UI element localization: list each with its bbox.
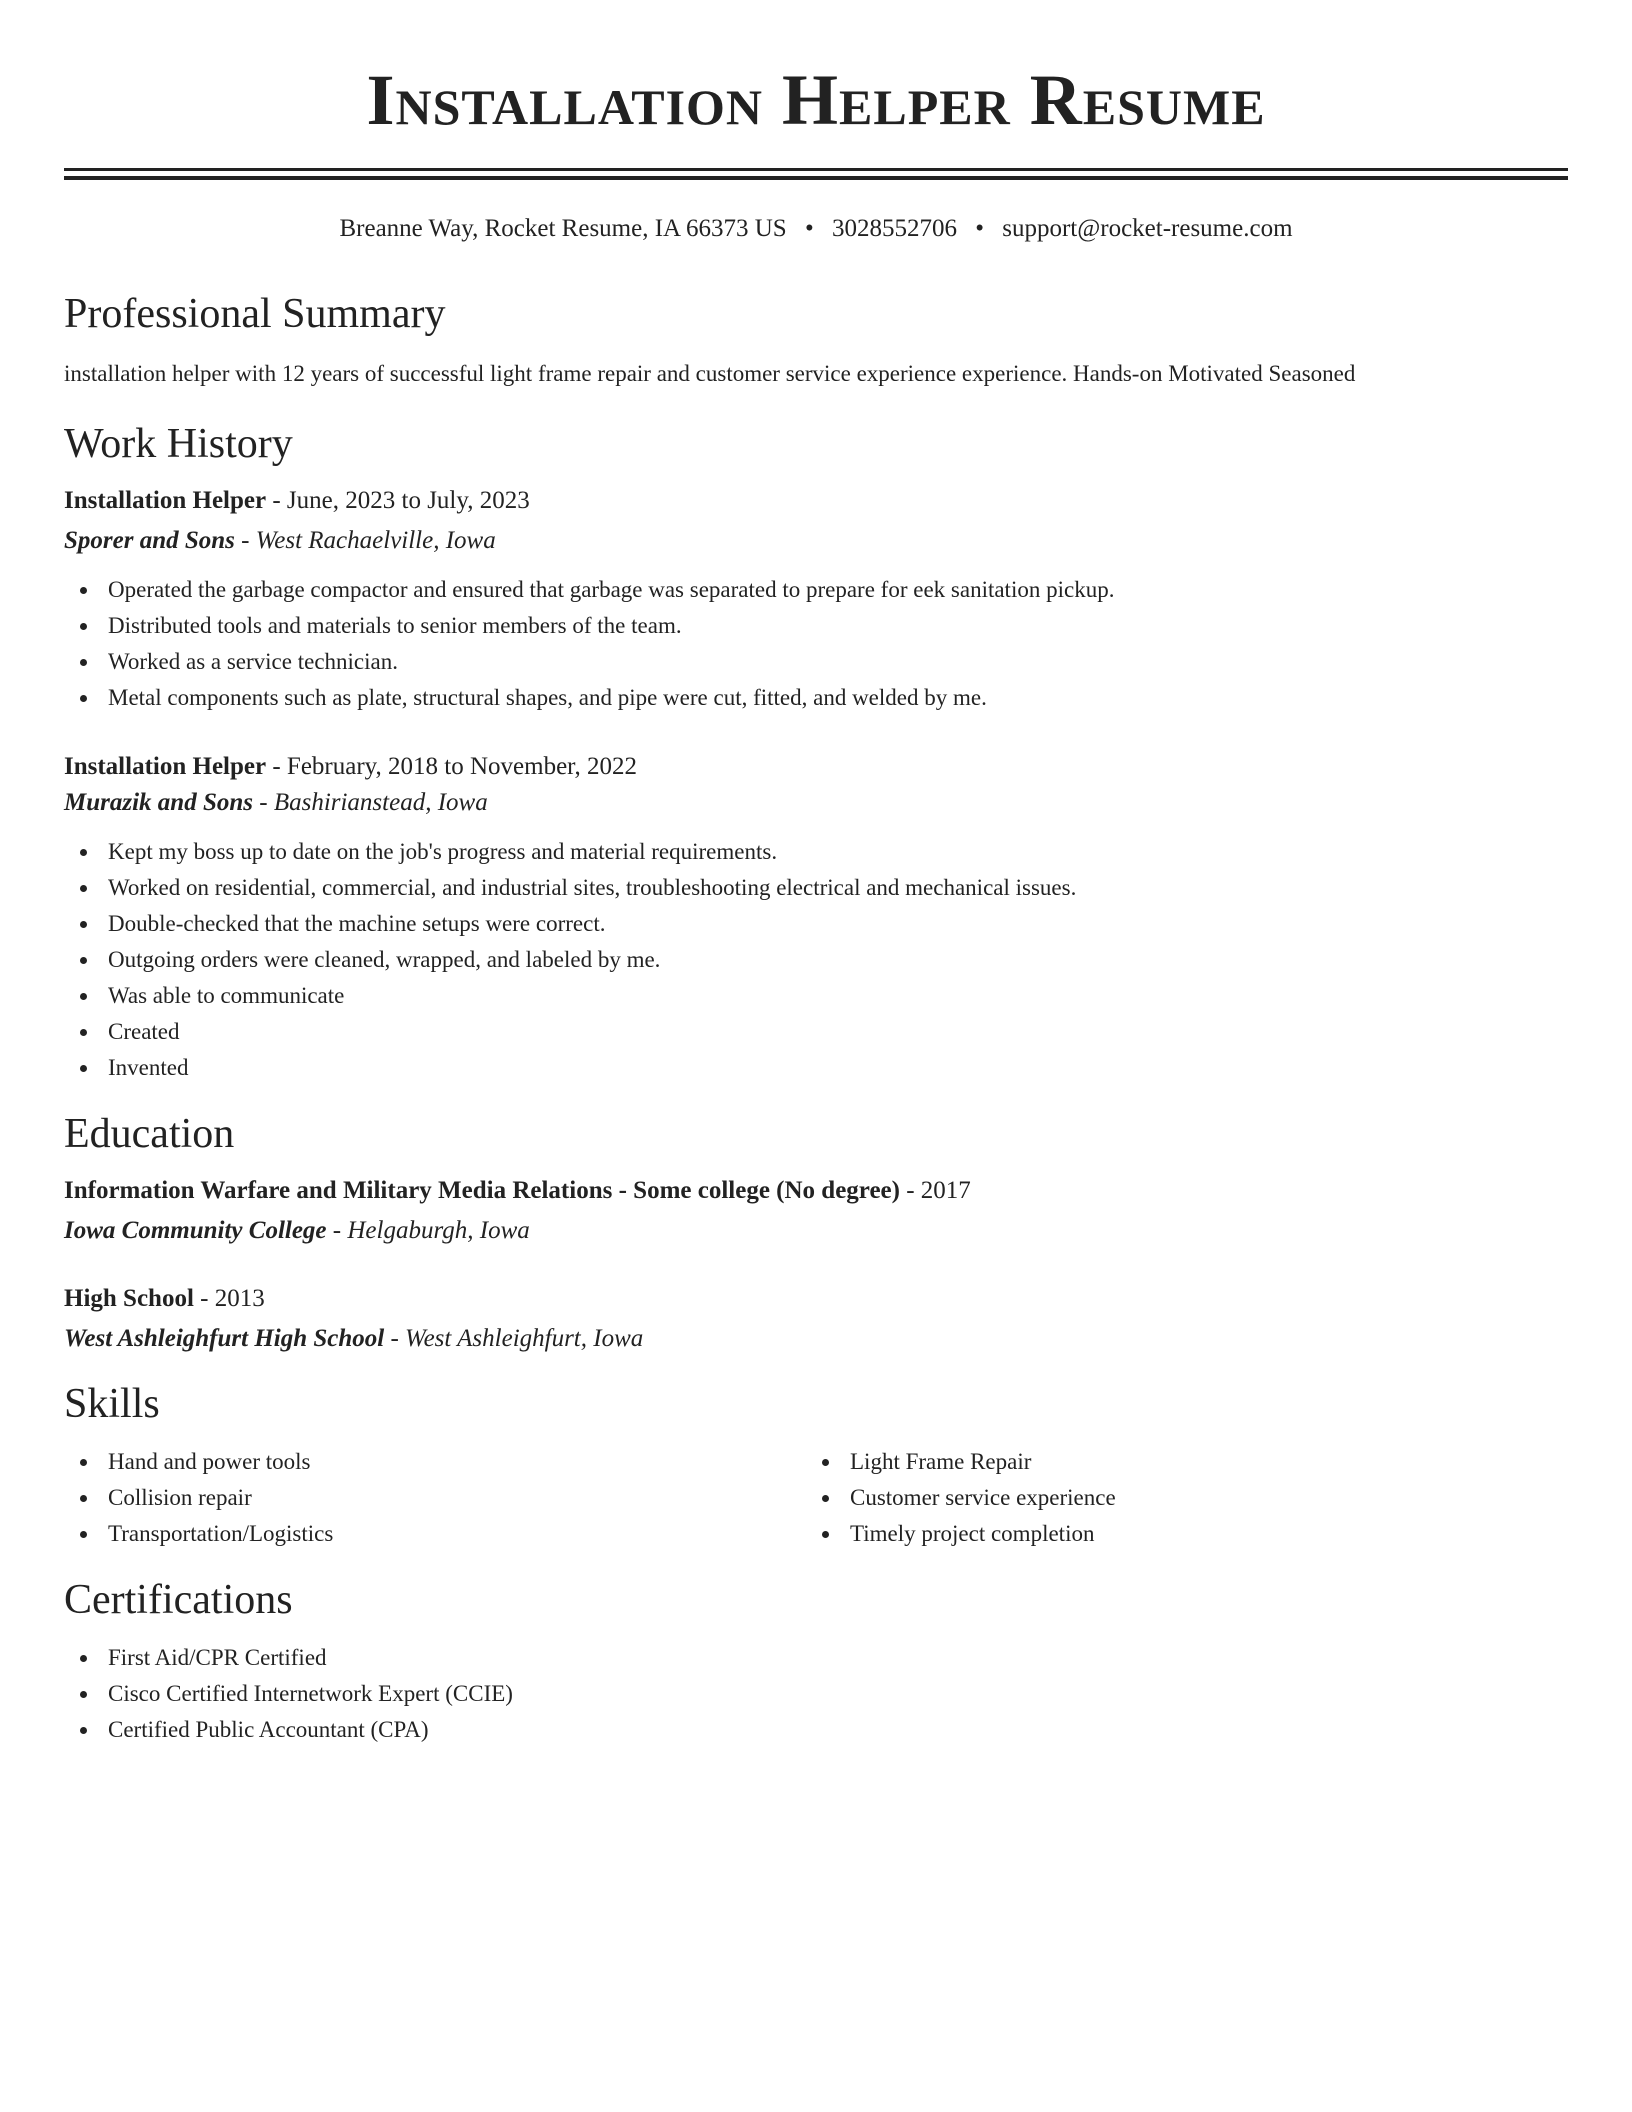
- contact-email[interactable]: support@rocket-resume.com: [1002, 215, 1293, 242]
- education-degree-line: High School - 2013: [64, 1285, 265, 1312]
- education-year: 2017: [920, 1177, 971, 1204]
- list-item: Worked on residential, commercial, and industrial sites, troubleshooting electrical and mechanical issues.: [64, 870, 1568, 906]
- job-title: Installation Helper: [64, 753, 267, 780]
- education-location: Helgaburgh, Iowa: [347, 1217, 530, 1244]
- job-title-line: Installation Helper - February, 2018 to November, 2022: [64, 753, 638, 780]
- education-school-line: Iowa Community College - Helgaburgh, Iowa: [64, 1217, 530, 1244]
- education-school-line: West Ashleighfurt High School - West Ashleighfurt, Iowa: [64, 1325, 644, 1352]
- list-item: Transportation/Logistics: [64, 1516, 806, 1552]
- skills-section: [64, 1378, 1568, 1552]
- list-item: Double-checked that the machine setups were correct.: [64, 906, 1568, 942]
- list-item: Cisco Certified Internetwork Expert (CCIE): [64, 1676, 1568, 1712]
- list-item: Hand and power tools: [64, 1444, 806, 1480]
- education-school: Iowa Community College: [64, 1217, 327, 1244]
- education-degree: High School: [64, 1285, 194, 1312]
- job-location: West Rachaelville, Iowa: [255, 527, 496, 554]
- education-section: [64, 1108, 1568, 1356]
- job-company-line: Murazik and Sons - Bashirianstead, Iowa: [64, 789, 488, 816]
- education-entry: [64, 1174, 1568, 1248]
- job-title-line: Installation Helper - June, 2023 to July, 2023: [64, 487, 530, 514]
- list-item: Outgoing orders were cleaned, wrapped, and labeled by me.: [64, 942, 1568, 978]
- contact-line: [64, 212, 1568, 246]
- job-bullets: [64, 572, 1568, 716]
- list-item: First Aid/CPR Certified: [64, 1640, 1568, 1676]
- list-item: Was able to communicate: [64, 978, 1568, 1014]
- list-item: Certified Public Accountant (CPA): [64, 1712, 1568, 1748]
- education-entry: [64, 1282, 1568, 1356]
- section-heading-skills: Skills: [64, 1381, 160, 1427]
- section-heading-summary: Professional Summary: [64, 291, 446, 337]
- list-item: Distributed tools and materials to senior members of the team.: [64, 608, 1568, 644]
- job-dates: June, 2023 to July, 2023: [286, 487, 530, 514]
- job-dates: February, 2018 to November, 2022: [286, 753, 638, 780]
- list-item: Timely project completion: [806, 1516, 1548, 1552]
- summary-section: [64, 288, 1568, 390]
- certifications-list: [64, 1640, 1568, 1748]
- education-degree: Information Warfare and Military Media Relations - Some college (No degree): [64, 1177, 900, 1204]
- list-item: Customer service experience: [806, 1480, 1548, 1516]
- list-item: Collision repair: [64, 1480, 806, 1516]
- education-location: West Ashleighfurt, Iowa: [405, 1325, 644, 1352]
- list-item: Invented: [64, 1050, 1568, 1086]
- section-heading-education: Education: [64, 1111, 235, 1157]
- job-bullets: [64, 834, 1568, 1086]
- summary-text: installation helper with 12 years of successful light frame repair and customer service experience experience. Hands-on Motivated Seasoned: [64, 361, 1356, 386]
- skills-column-left: [64, 1444, 806, 1552]
- job-company: Sporer and Sons: [64, 527, 235, 554]
- list-item: Kept my boss up to date on the job's progress and material requirements.: [64, 834, 1568, 870]
- section-heading-certifications: Certifications: [64, 1577, 293, 1623]
- list-item: Worked as a service technician.: [64, 644, 1568, 680]
- section-heading-work-history: Work History: [64, 421, 293, 467]
- education-year: 2013: [214, 1285, 265, 1312]
- contact-separator: •: [975, 215, 984, 242]
- work-history-section: [64, 418, 1568, 1086]
- list-item: Light Frame Repair: [806, 1444, 1548, 1480]
- job-entry: [64, 750, 1568, 1086]
- education-degree-line: Information Warfare and Military Media Relations - Some college (No degree) - 2017: [64, 1177, 971, 1204]
- certifications-section: [64, 1574, 1568, 1748]
- title-divider-bottom: [64, 176, 1568, 180]
- job-company: Murazik and Sons: [64, 789, 253, 816]
- contact-phone[interactable]: 3028552706: [831, 215, 957, 242]
- contact-address: Breanne Way, Rocket Resume, IA 66373 US: [339, 215, 787, 242]
- job-company-line: Sporer and Sons - West Rachaelville, Iowa: [64, 527, 496, 554]
- list-item: Metal components such as plate, structural shapes, and pipe were cut, fitted, and welded by me.: [64, 680, 1568, 716]
- job-title: Installation Helper: [64, 487, 267, 514]
- resume-title: Installation Helper Resume: [366, 60, 1266, 140]
- list-item: Created: [64, 1014, 1568, 1050]
- job-location: Bashirianstead, Iowa: [273, 789, 488, 816]
- contact-separator: •: [804, 215, 814, 242]
- skills-column-right: [806, 1444, 1548, 1552]
- list-item: Operated the garbage compactor and ensured that garbage was separated to prepare for eek sanitation pickup.: [64, 572, 1568, 608]
- education-school: West Ashleighfurt High School: [64, 1325, 385, 1352]
- job-entry: [64, 484, 1568, 716]
- skills-grid: [64, 1444, 1568, 1552]
